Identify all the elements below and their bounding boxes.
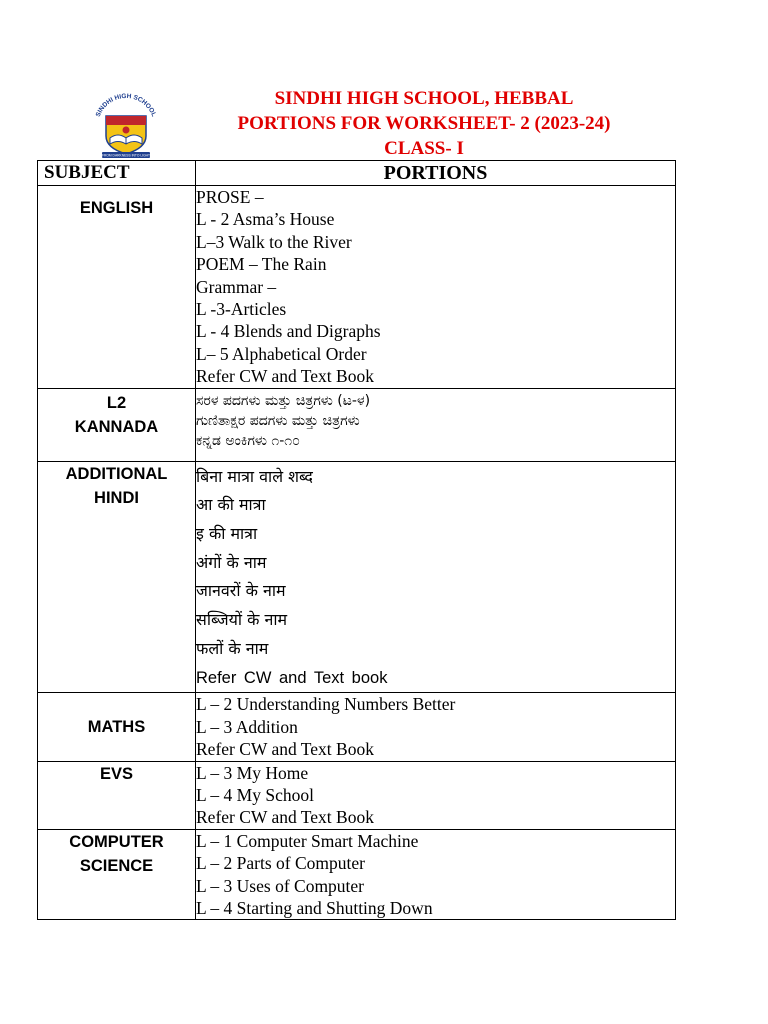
portion-line: ಕನ್ನಡ ಅಂಕಿಗಳು ೧-೧೦: [196, 432, 300, 449]
portion-line: L–3 Walk to the River: [196, 231, 352, 252]
document-title: PORTIONS FOR WORKSHEET- 2 (2023-24): [237, 113, 611, 134]
portion-line: Grammar –: [196, 276, 277, 297]
portion-line: L - 4 Blends and Digraphs: [196, 321, 381, 342]
portion-line: L– 5 Alphabetical Order: [196, 343, 367, 364]
portions-cell-hindi: [196, 461, 676, 693]
portion-line: L – 3 Uses of Computer: [196, 875, 365, 896]
table-row: [38, 761, 676, 829]
subject-name: HINDI: [94, 488, 139, 507]
subject-cell-evs: [38, 761, 196, 829]
portion-line: L -3-Articles: [196, 299, 287, 320]
portion-line: Refer CW and Text Book: [196, 739, 374, 760]
portion-line: Refer CW and Text Book: [196, 807, 374, 828]
portion-line: जानवरों के नाम: [196, 581, 286, 601]
subject-name: KANNADA: [74, 417, 159, 436]
subject-name: SCIENCE: [79, 856, 154, 875]
portion-line: L - 2 Asma’s House: [196, 209, 335, 230]
portion-line: आ की मात्रा: [196, 495, 266, 515]
svg-text:FROM DARKNESS INTO LIGHT: FROM DARKNESS INTO LIGHT: [101, 153, 151, 158]
portion-line: POEM – The Rain: [196, 254, 327, 275]
portion-line: फलों के नाम: [196, 638, 269, 658]
subject-name: ADDITIONAL: [65, 464, 168, 483]
portion-line: इ की मात्रा: [196, 524, 258, 544]
table-row: [38, 186, 676, 389]
subject-cell-hindi: [38, 461, 196, 693]
portions-cell-evs: [196, 761, 676, 829]
table-row: [38, 829, 676, 920]
subject-cell-maths: [38, 693, 196, 761]
table-row: [38, 461, 676, 693]
class-label: CLASS- I: [384, 138, 464, 159]
table-header-row: [38, 161, 676, 186]
portion-line: ಗುಣಿತಾಕ್ಷರ ಪದಗಳು ಮತ್ತು ಚಿತ್ರಗಳು: [196, 412, 360, 429]
portions-column-header: PORTIONS: [196, 161, 676, 186]
document-header: [0, 86, 768, 161]
portions-cell-english: [196, 186, 676, 389]
portion-line: सब्जियों के नाम: [196, 610, 288, 630]
subject-name: ENGLISH: [79, 199, 154, 217]
school-name: SINDHI HIGH SCHOOL, HEBBAL: [274, 88, 574, 109]
portion-line: ಸರಳ ಪದಗಳು ಮತ್ತು ಚಿತ್ರಗಳು (ಟ-ಳ): [196, 392, 371, 409]
subject-name: MATHS: [87, 717, 146, 736]
subject-cell-english: [38, 186, 196, 389]
portion-line: Refer CW and Text book: [196, 668, 388, 687]
subject-column-header: SUBJECT: [38, 161, 196, 186]
svg-text:SINDHI HIGH SCHOOL: SINDHI HIGH SCHOOL: [94, 92, 158, 118]
portion-line: L – 2 Parts of Computer: [196, 853, 365, 874]
subject-name: L2: [106, 393, 127, 412]
portions-table: [37, 160, 676, 920]
portion-line: बिना मात्रा वाले शब्द: [196, 466, 313, 486]
portion-line: L – 4 Starting and Shutting Down: [196, 897, 433, 918]
subject-cell-kannada: [38, 388, 196, 461]
portions-cell-computer-science: [196, 829, 676, 920]
portions-cell-kannada: [196, 388, 676, 461]
portion-line: L – 3 My Home: [196, 762, 309, 783]
portion-line: Refer CW and Text Book: [196, 366, 374, 387]
subject-name: EVS: [99, 764, 134, 783]
portion-line: अंगों के नाम: [196, 552, 267, 572]
portion-line: PROSE –: [196, 187, 264, 207]
subject-name: COMPUTER: [69, 832, 164, 851]
table-row: [38, 388, 676, 461]
portions-cell-maths: [196, 693, 676, 761]
portion-line: L – 4 My School: [196, 784, 314, 805]
portion-line: L – 1 Computer Smart Machine: [196, 830, 419, 851]
subject-cell-computer-science: [38, 829, 196, 920]
table-row: [38, 693, 676, 761]
portion-line: L – 3 Addition: [196, 716, 298, 737]
portion-line: L – 2 Understanding Numbers Better: [196, 694, 456, 715]
